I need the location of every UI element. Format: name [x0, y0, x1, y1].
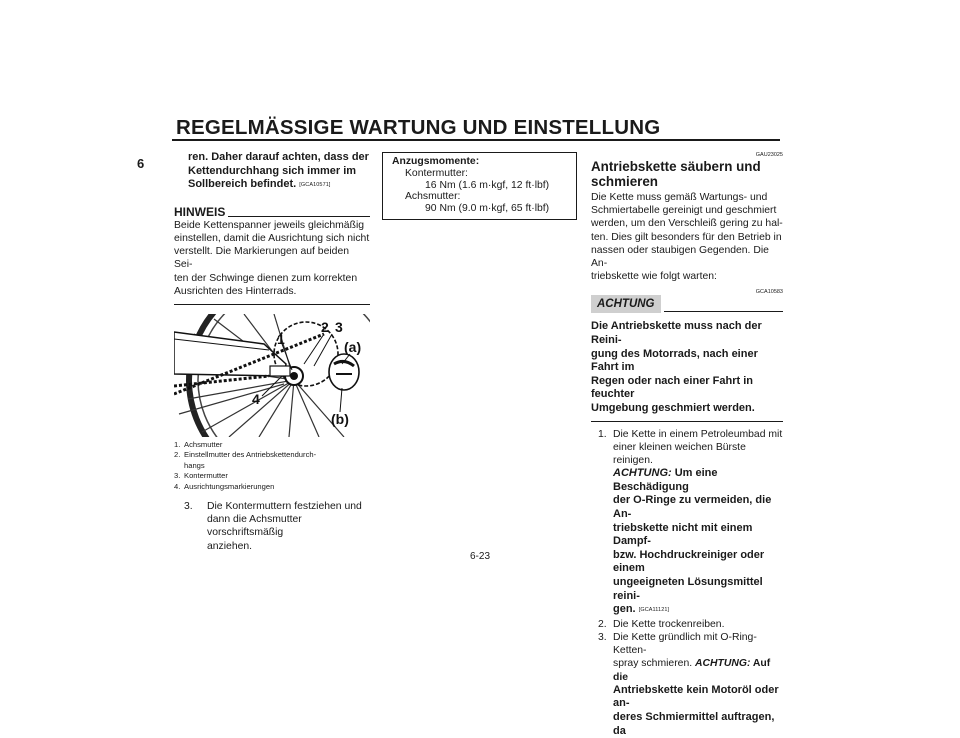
legend-text: Kontermutter [184, 471, 228, 481]
caution-line [188, 178, 370, 193]
torque-line: 90 Nm (9.0 m·kgf, 65 ft·lbf) [425, 203, 550, 215]
intro-line: werden, um den Verschleiß gering zu hal- [591, 218, 783, 230]
page-number: 6-23 [469, 551, 490, 562]
caution-continuation [174, 151, 370, 193]
step-1-clean [591, 428, 783, 618]
torque-line: 16 Nm (1.6 m·kgf, 12 ft·lbf) [425, 179, 550, 191]
caution-end-rule [591, 421, 783, 422]
intro-line: Die Kette muss gemäß Wartungs- und [591, 192, 768, 203]
section-ref-code: GAU23025 [755, 152, 783, 158]
torque-line: Achsmutter: [405, 191, 461, 203]
legend-item [174, 440, 370, 450]
step-line [613, 657, 783, 683]
callout-1: 1 [277, 331, 285, 347]
step-3-tighten [174, 500, 370, 553]
step-line: Die Kontermuttern festziehen und [207, 501, 362, 513]
callout-a: (a) [344, 339, 362, 355]
title-rule [172, 139, 780, 141]
legend-text: hangs [184, 460, 205, 470]
section-title-line: Antriebskette säubern und [591, 159, 761, 174]
legend-text: Einstellmutter des Antriebskettendurch- [184, 450, 317, 460]
caution-line: gung des Motorrads, nach einer Fahrt im [591, 347, 758, 374]
intro-line: triebskette wie folgt warten: [591, 271, 717, 283]
caution-line-text: Sollbereich befindet. [188, 178, 297, 191]
caution-code: [GCA10571] [299, 182, 331, 189]
step-number: 3. [598, 631, 607, 643]
step-number: 2. [598, 618, 607, 630]
section-intro [591, 191, 783, 283]
legend-number: 1. [174, 440, 181, 449]
column-left [174, 151, 370, 553]
step-3-lubricate [591, 631, 783, 738]
step-line: anziehen. [207, 540, 253, 552]
step-number: 1. [598, 428, 607, 440]
caution-line: Kettendurchhang sich immer im [188, 164, 357, 177]
column-right [591, 151, 783, 738]
legend-number: 3. [174, 471, 181, 481]
caution-line: Die Antriebskette muss nach der Reini- [591, 320, 762, 347]
note-line: Beide Kettenspanner jeweils gleichmäßig [174, 219, 365, 231]
legend-item [174, 482, 370, 492]
step-line: dann die Achsmutter vorschriftsmäßig [207, 514, 302, 539]
step-2-dry [591, 618, 783, 631]
step-bold-text: Auf die [613, 658, 771, 683]
achtung-inline: ACHTUNG: [613, 467, 672, 480]
caution-line: Regen oder nach einer Fahrt in feuchter [591, 374, 753, 401]
achtung-inline: ACHTUNG: [695, 658, 751, 670]
step-line [613, 603, 783, 618]
step-number: 3. [184, 501, 193, 513]
caution-rule [664, 311, 784, 312]
caution-line: ren. Daher darauf achten, dass der [188, 151, 369, 163]
intro-line: nassen oder staubigen Gegenden. Die An- [591, 244, 769, 270]
step-line: einer kleinen weichen Bürste reinigen. [613, 441, 746, 466]
note-label: HINWEIS [174, 204, 226, 219]
step-text [613, 428, 783, 618]
intro-line: ten. Dies gilt besonders für den Betrieb in [591, 231, 782, 243]
torque-spec-box [382, 152, 577, 220]
callout-2: 2 [321, 319, 329, 335]
legend-item [174, 471, 370, 481]
step-line: Die Kette gründlich mit O-Ring-Ketten- [613, 631, 757, 657]
step-line: ungeeigneten Lösungsmittel reini- [613, 575, 763, 602]
note-end-rule [174, 304, 370, 305]
rear-wheel-drawing [174, 314, 370, 437]
page-title: REGELMÄSSIGE WARTUNG UND EINSTELLUNG [176, 116, 661, 139]
legend-text: Ausrichtungsmarkierungen [184, 481, 275, 491]
step-line [613, 467, 783, 494]
step-bold-text: gen. [613, 603, 636, 616]
note-header [174, 206, 370, 219]
legend-item [174, 450, 370, 460]
step-line: Die Kette in einem Petroleumbad mit [613, 428, 783, 440]
step-line: Die Kette trockenreiben. [613, 618, 725, 630]
section-title [591, 159, 783, 189]
legend-text: Achsmutter [184, 440, 223, 449]
step-normal-text: spray schmieren. [613, 658, 695, 670]
note-line: verstellt. Die Markierungen auf beiden Sei- [174, 246, 350, 271]
step-code: [GCA11121] [638, 607, 670, 614]
torque-line: Kontermutter: [405, 167, 468, 179]
caution-badge: ACHTUNG [591, 295, 661, 313]
caution-body [591, 320, 783, 415]
step-line: deres Schmiermittel auftragen, da [613, 710, 775, 737]
legend-number: 2. [174, 450, 181, 460]
caution-line: Umgebung geschmiert werden. [591, 401, 755, 414]
rear-wheel-illustration [174, 314, 370, 437]
note-line: einstellen, damit die Ausrichtung sich nicht [174, 232, 370, 244]
note-rule [228, 216, 370, 217]
note-body [174, 219, 370, 298]
step-line: Antriebskette kein Motoröl oder an- [613, 683, 779, 710]
step-bold-text: Um eine Beschädigung [613, 467, 718, 493]
callout-b: (b) [331, 411, 349, 427]
step-line: triebskette nicht mit einem Dampf- [613, 521, 753, 548]
legend-number: 4. [174, 481, 181, 491]
intro-line: Schmiertabelle gereinigt und geschmiert [591, 205, 777, 217]
note-line: ten der Schwinge dienen zum korrekten [174, 272, 358, 284]
legend-item-continued [174, 461, 370, 471]
step-text [613, 631, 783, 738]
note-line: Ausrichten des Hinterrads. [174, 285, 297, 297]
callout-4: 4 [252, 391, 260, 407]
chapter-number: 6 [137, 156, 145, 171]
step-text [207, 500, 370, 553]
callout-3: 3 [335, 319, 343, 335]
caution-ref-code: GCA10583 [755, 289, 783, 296]
step-line: bzw. Hochdruckreiniger oder einem [613, 548, 765, 575]
step-line: der O-Ringe zu vermeiden, die An- [613, 494, 772, 520]
section-title-line: schmieren [591, 174, 658, 189]
caution-header [591, 295, 783, 313]
figure-legend [174, 440, 370, 492]
torque-title: Anzugsmomente: [392, 156, 480, 167]
